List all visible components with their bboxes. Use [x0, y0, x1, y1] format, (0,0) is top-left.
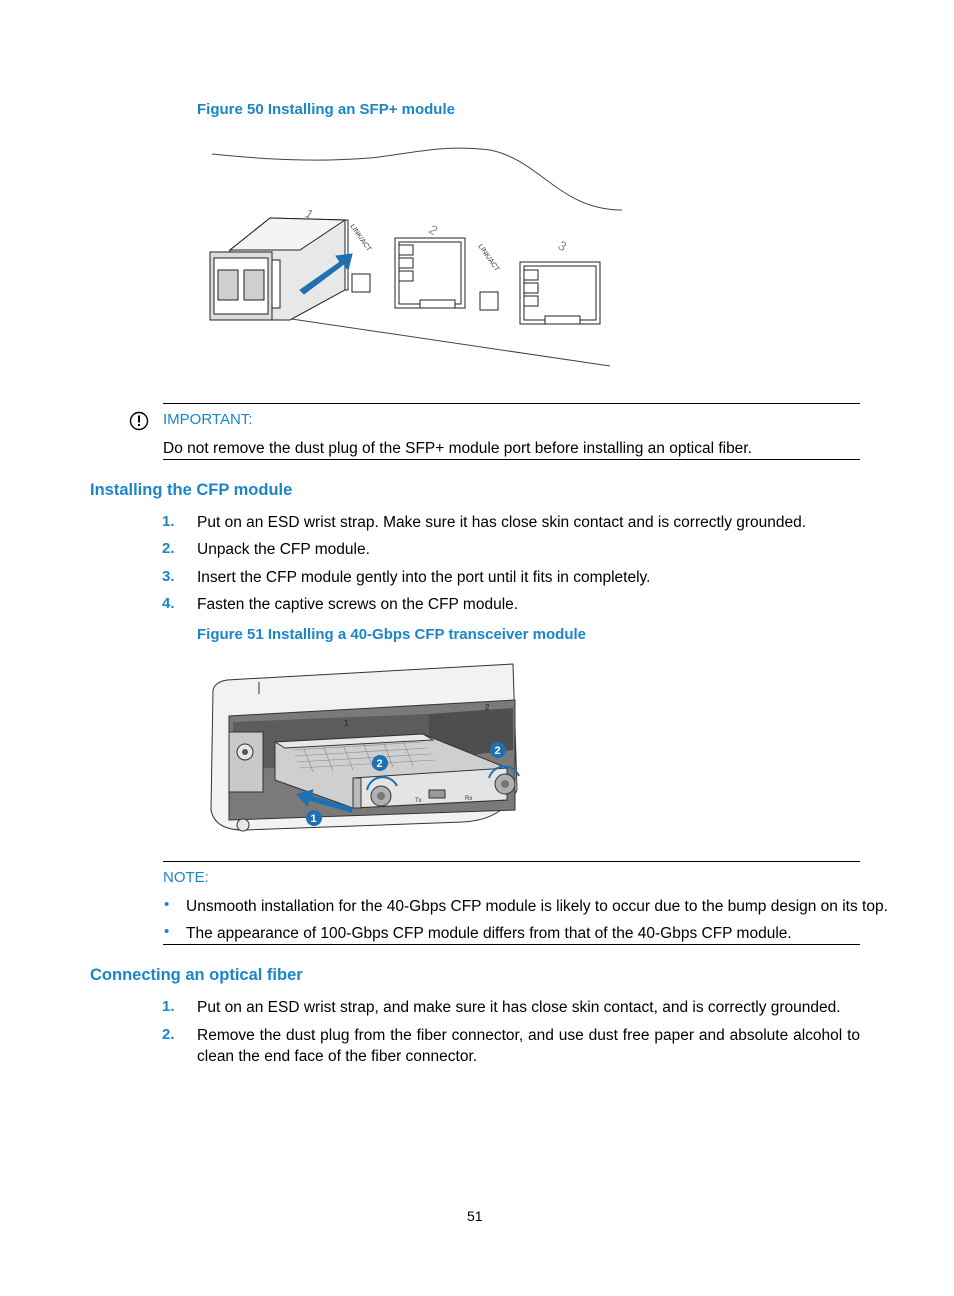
port-label-3: 3	[555, 237, 570, 255]
note-top-rule	[163, 861, 860, 862]
important-icon	[129, 411, 149, 431]
important-label: IMPORTANT:	[163, 411, 253, 428]
note-label: NOTE:	[163, 869, 209, 886]
section-heading-cfp: Installing the CFP module	[90, 481, 293, 499]
callout-2-right: 2	[494, 745, 501, 757]
callout-2-left: 2	[376, 758, 383, 770]
important-top-rule	[163, 403, 860, 404]
section-heading-fiber: Connecting an optical fiber	[90, 966, 303, 984]
figure-50-caption: Figure 50 Installing an SFP+ module	[197, 101, 455, 118]
important-bottom-rule	[163, 459, 860, 460]
step-number: 2.	[162, 540, 175, 557]
link-act-label-1: LINK/ACT	[348, 223, 373, 253]
callout-1: 1	[310, 813, 317, 825]
note-item: The appearance of 100-Gbps CFP module differs from that of the 40-Gbps CFP module.	[186, 925, 792, 942]
step-number: 4.	[162, 595, 175, 612]
note-bottom-rule	[163, 944, 860, 945]
step-text: Fasten the captive screws on the CFP module.	[197, 596, 519, 613]
note-item: Unsmooth installation for the 40-Gbps CFP module is likely to occur due to the bump design on its top.	[186, 898, 888, 915]
port-label-2: 2	[426, 221, 441, 239]
port-label-1: 1	[302, 205, 317, 223]
page-number: 51	[467, 1208, 483, 1224]
figure-51-caption: Figure 51 Installing a 40-Gbps CFP transceiver module	[197, 626, 587, 643]
step-number: 1.	[162, 513, 175, 530]
link-act-label-2: LINK/ACT	[476, 243, 501, 273]
slot-label-1: 1	[344, 719, 349, 728]
bullet-icon: •	[164, 923, 170, 940]
step-number: 2.	[162, 1026, 175, 1043]
step-number: 1.	[162, 998, 175, 1015]
slot-label-2: 2	[485, 703, 490, 712]
important-text: Do not remove the dust plug of the SFP+ module port before installing an optical fiber.	[163, 440, 752, 457]
step-number: 3.	[162, 568, 175, 585]
step-text: Insert the CFP module gently into the port until it fits in completely.	[197, 569, 651, 586]
figure-50-sfp-illustration	[200, 140, 630, 375]
bullet-icon: •	[164, 896, 170, 913]
step-text: Remove the dust plug from the fiber connector, and use dust free paper and absolute alcohol to clean the end face of the fiber connector.	[197, 1027, 860, 1065]
step-text: Unpack the CFP module.	[197, 541, 370, 558]
tx-label: Tx	[415, 798, 422, 804]
step-text: Put on an ESD wrist strap. Make sure it has close skin contact and is correctly grounded.	[197, 514, 807, 531]
step-text: Put on an ESD wrist strap, and make sure it has close skin contact, and is correctly grounded.	[197, 999, 841, 1016]
rx-label: Rx	[465, 796, 473, 802]
figure-51-cfp-illustration	[203, 660, 521, 835]
